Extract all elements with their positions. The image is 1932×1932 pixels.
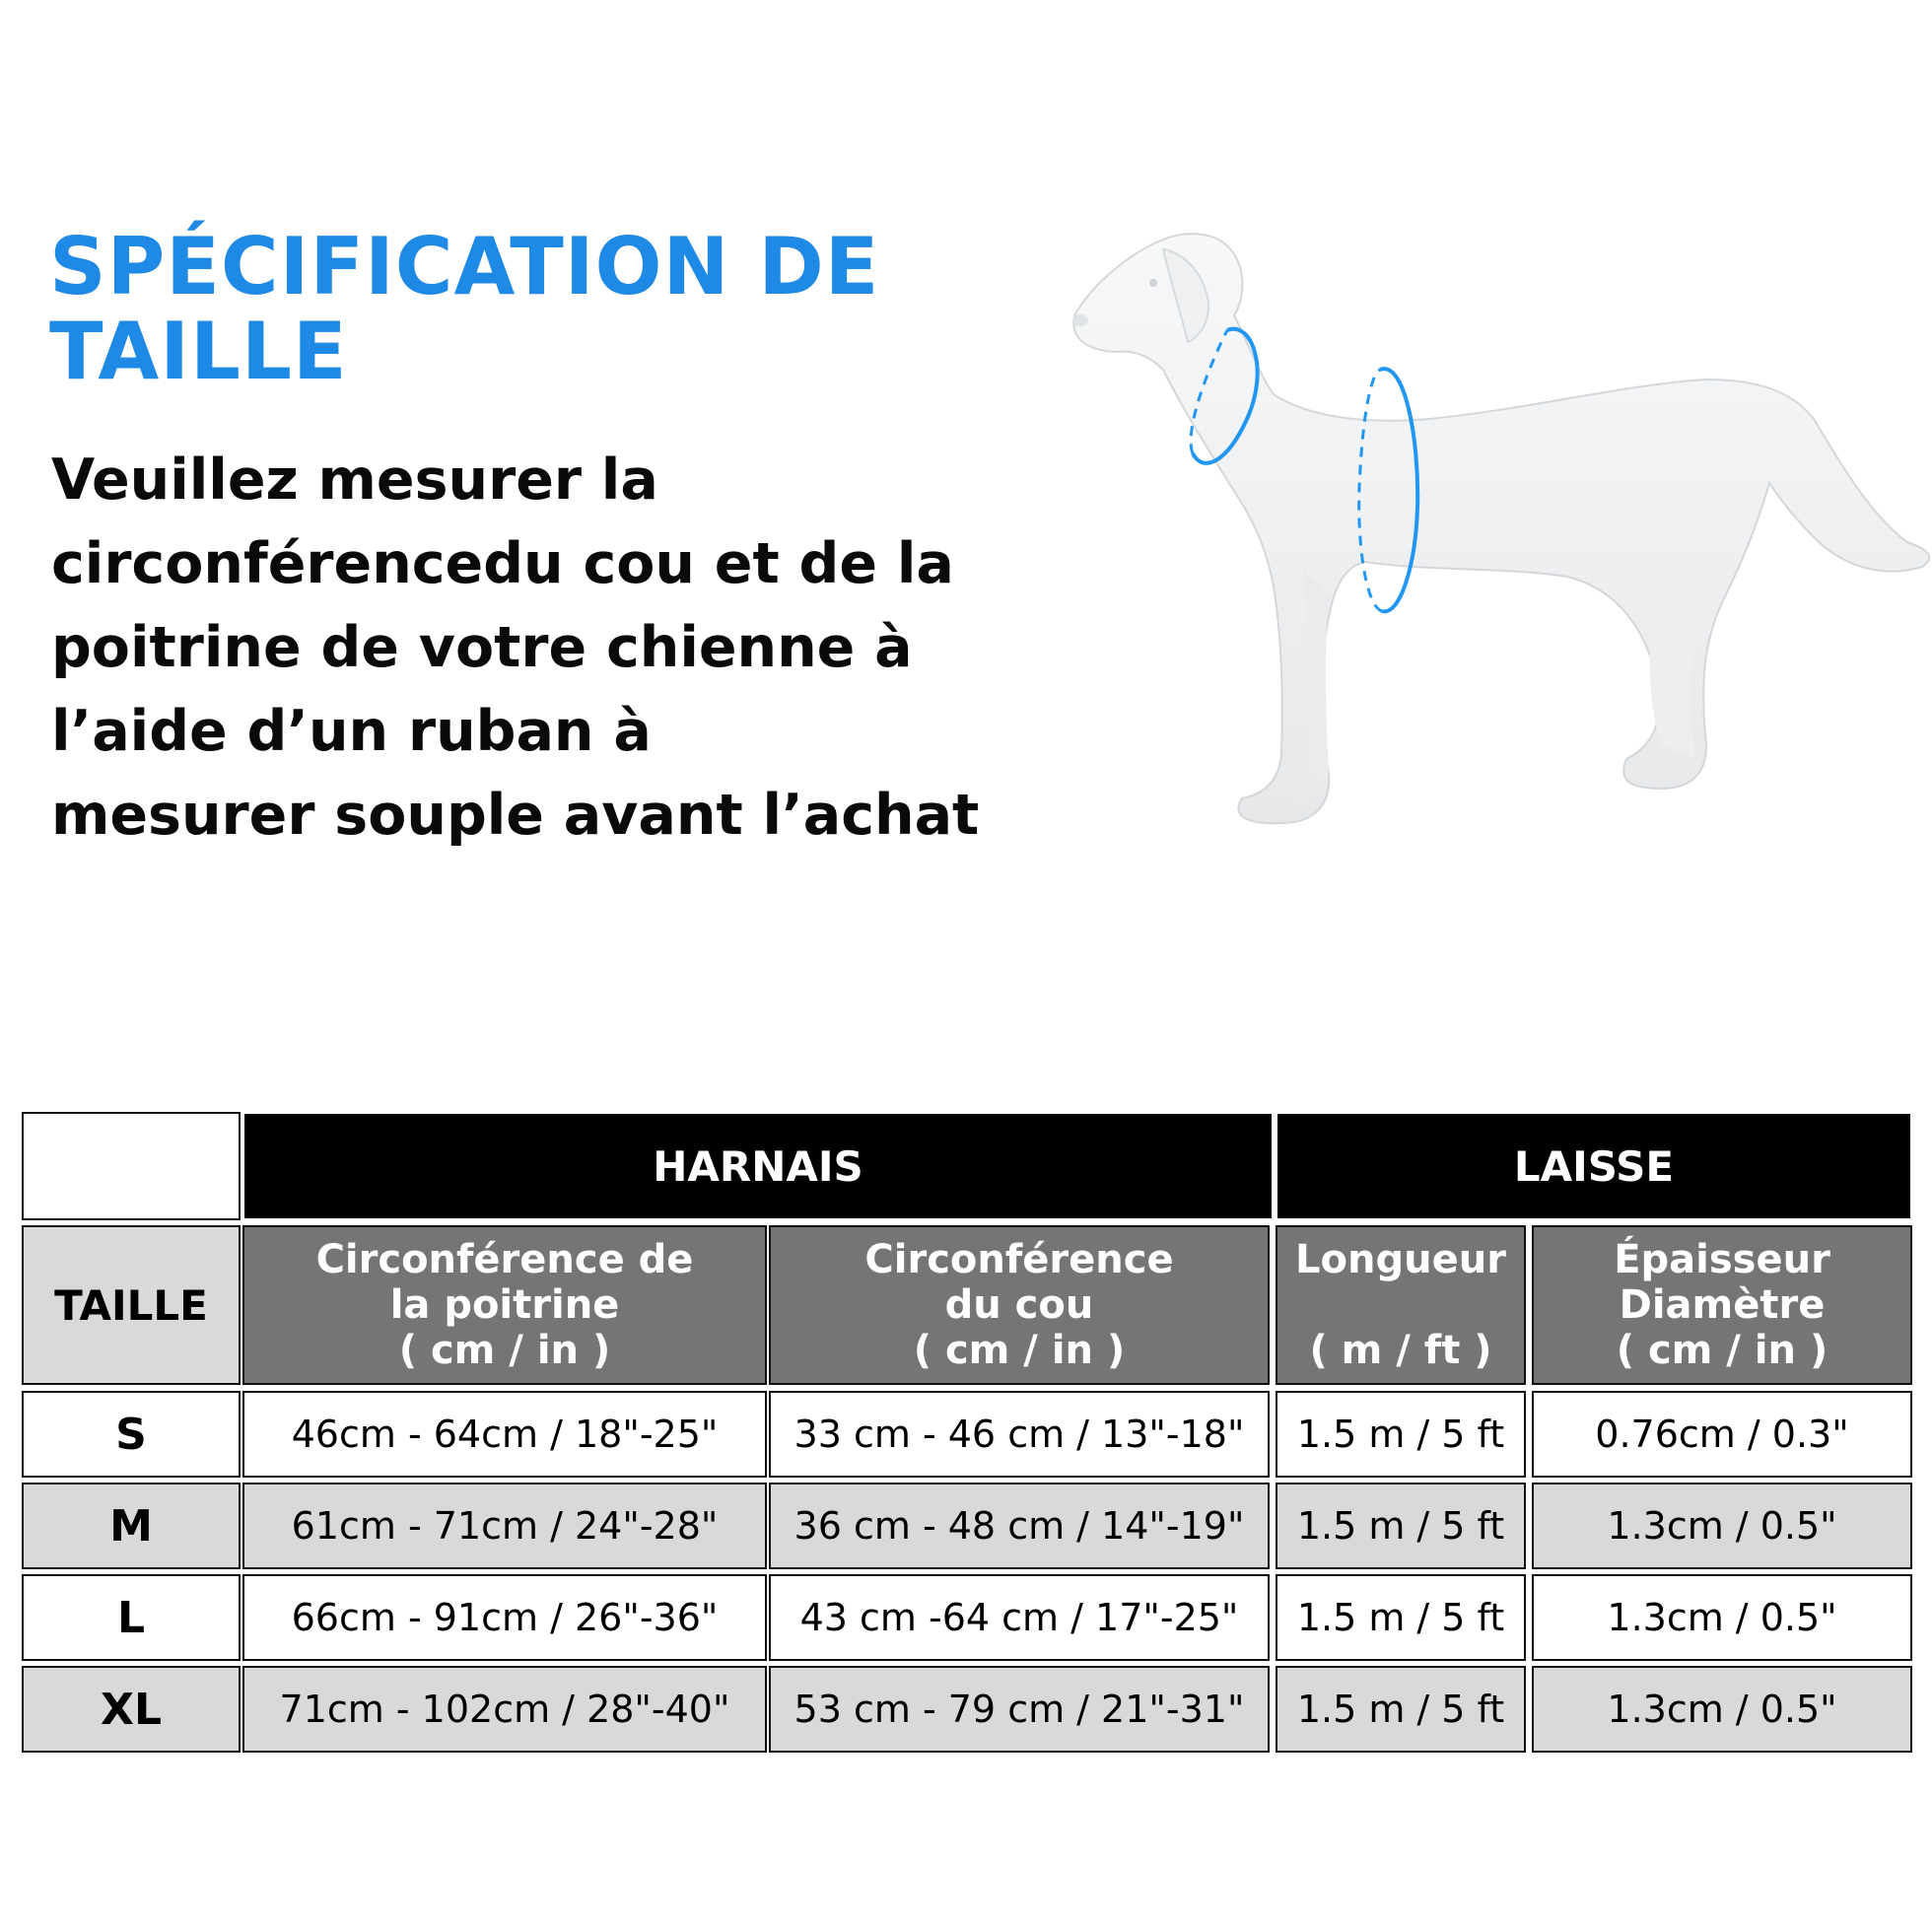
dog-measurement-icon	[1015, 222, 1932, 862]
header-line: la poitrine	[389, 1282, 620, 1328]
size-cell: M	[22, 1483, 241, 1569]
dog-body	[1072, 234, 1929, 823]
thickness-cell: 0.76cm / 0.3"	[1532, 1391, 1912, 1478]
size-cell: L	[22, 1574, 241, 1661]
length-column-header	[1276, 1225, 1526, 1385]
chest-cell: 71cm - 102cm / 28"-40"	[242, 1666, 767, 1753]
length-cell: 1.5 m / 5 ft	[1276, 1666, 1526, 1753]
measurement-instructions	[51, 439, 1037, 858]
header-line: Diamètre	[1619, 1282, 1826, 1328]
chest-cell: 61cm - 71cm / 24"-28"	[242, 1483, 767, 1569]
title-line-1: SPÉCIFICATION DE	[49, 221, 880, 312]
size-cell: XL	[22, 1666, 241, 1753]
thickness-cell: 1.3cm / 0.5"	[1532, 1483, 1912, 1569]
header-line: Circonférence de	[315, 1237, 694, 1282]
thickness-column-header	[1532, 1225, 1912, 1385]
header-line: ( m / ft )	[1309, 1328, 1492, 1373]
size-cell: S	[22, 1391, 241, 1478]
neck-cell: 36 cm - 48 cm / 14"-19"	[769, 1483, 1270, 1569]
taille-column-header: TAILLE	[22, 1225, 241, 1385]
header-line: ( cm / in )	[913, 1328, 1126, 1373]
harnais-group-header: HARNAIS	[242, 1112, 1274, 1220]
thickness-cell: 1.3cm / 0.5"	[1532, 1574, 1912, 1661]
instruction-line: poitrine de votre chienne à	[51, 615, 913, 680]
title-line-2: TAILLE	[49, 306, 348, 397]
instruction-line: mesurer souple avant l’achat	[51, 783, 980, 848]
neck-column-header	[769, 1225, 1270, 1385]
table-corner-cell	[22, 1112, 241, 1220]
length-cell: 1.5 m / 5 ft	[1276, 1391, 1526, 1478]
length-cell: 1.5 m / 5 ft	[1276, 1574, 1526, 1661]
instruction-line: l’aide d’un ruban à	[51, 699, 652, 764]
laisse-group-header: LAISSE	[1276, 1112, 1912, 1220]
instruction-line: circonférencedu cou et de la	[51, 531, 954, 596]
chest-column-header	[242, 1225, 767, 1385]
header-line: Longueur	[1295, 1237, 1506, 1282]
neck-cell: 33 cm - 46 cm / 13"-18"	[769, 1391, 1270, 1478]
chest-cell: 66cm - 91cm / 26"-36"	[242, 1574, 767, 1661]
chest-cell: 46cm - 64cm / 18"-25"	[242, 1391, 767, 1478]
page-title	[49, 221, 880, 397]
header-line: ( cm / in )	[1616, 1328, 1828, 1373]
header-line: ( cm / in )	[398, 1328, 611, 1373]
neck-cell: 53 cm - 79 cm / 21"-31"	[769, 1666, 1270, 1753]
header-line: Circonférence	[864, 1237, 1174, 1282]
length-cell: 1.5 m / 5 ft	[1276, 1483, 1526, 1569]
instruction-line: Veuillez mesurer la	[51, 448, 658, 513]
thickness-cell: 1.3cm / 0.5"	[1532, 1666, 1912, 1753]
header-line: du cou	[944, 1282, 1094, 1328]
neck-cell: 43 cm -64 cm / 17"-25"	[769, 1574, 1270, 1661]
header-line: Épaisseur	[1614, 1237, 1830, 1282]
